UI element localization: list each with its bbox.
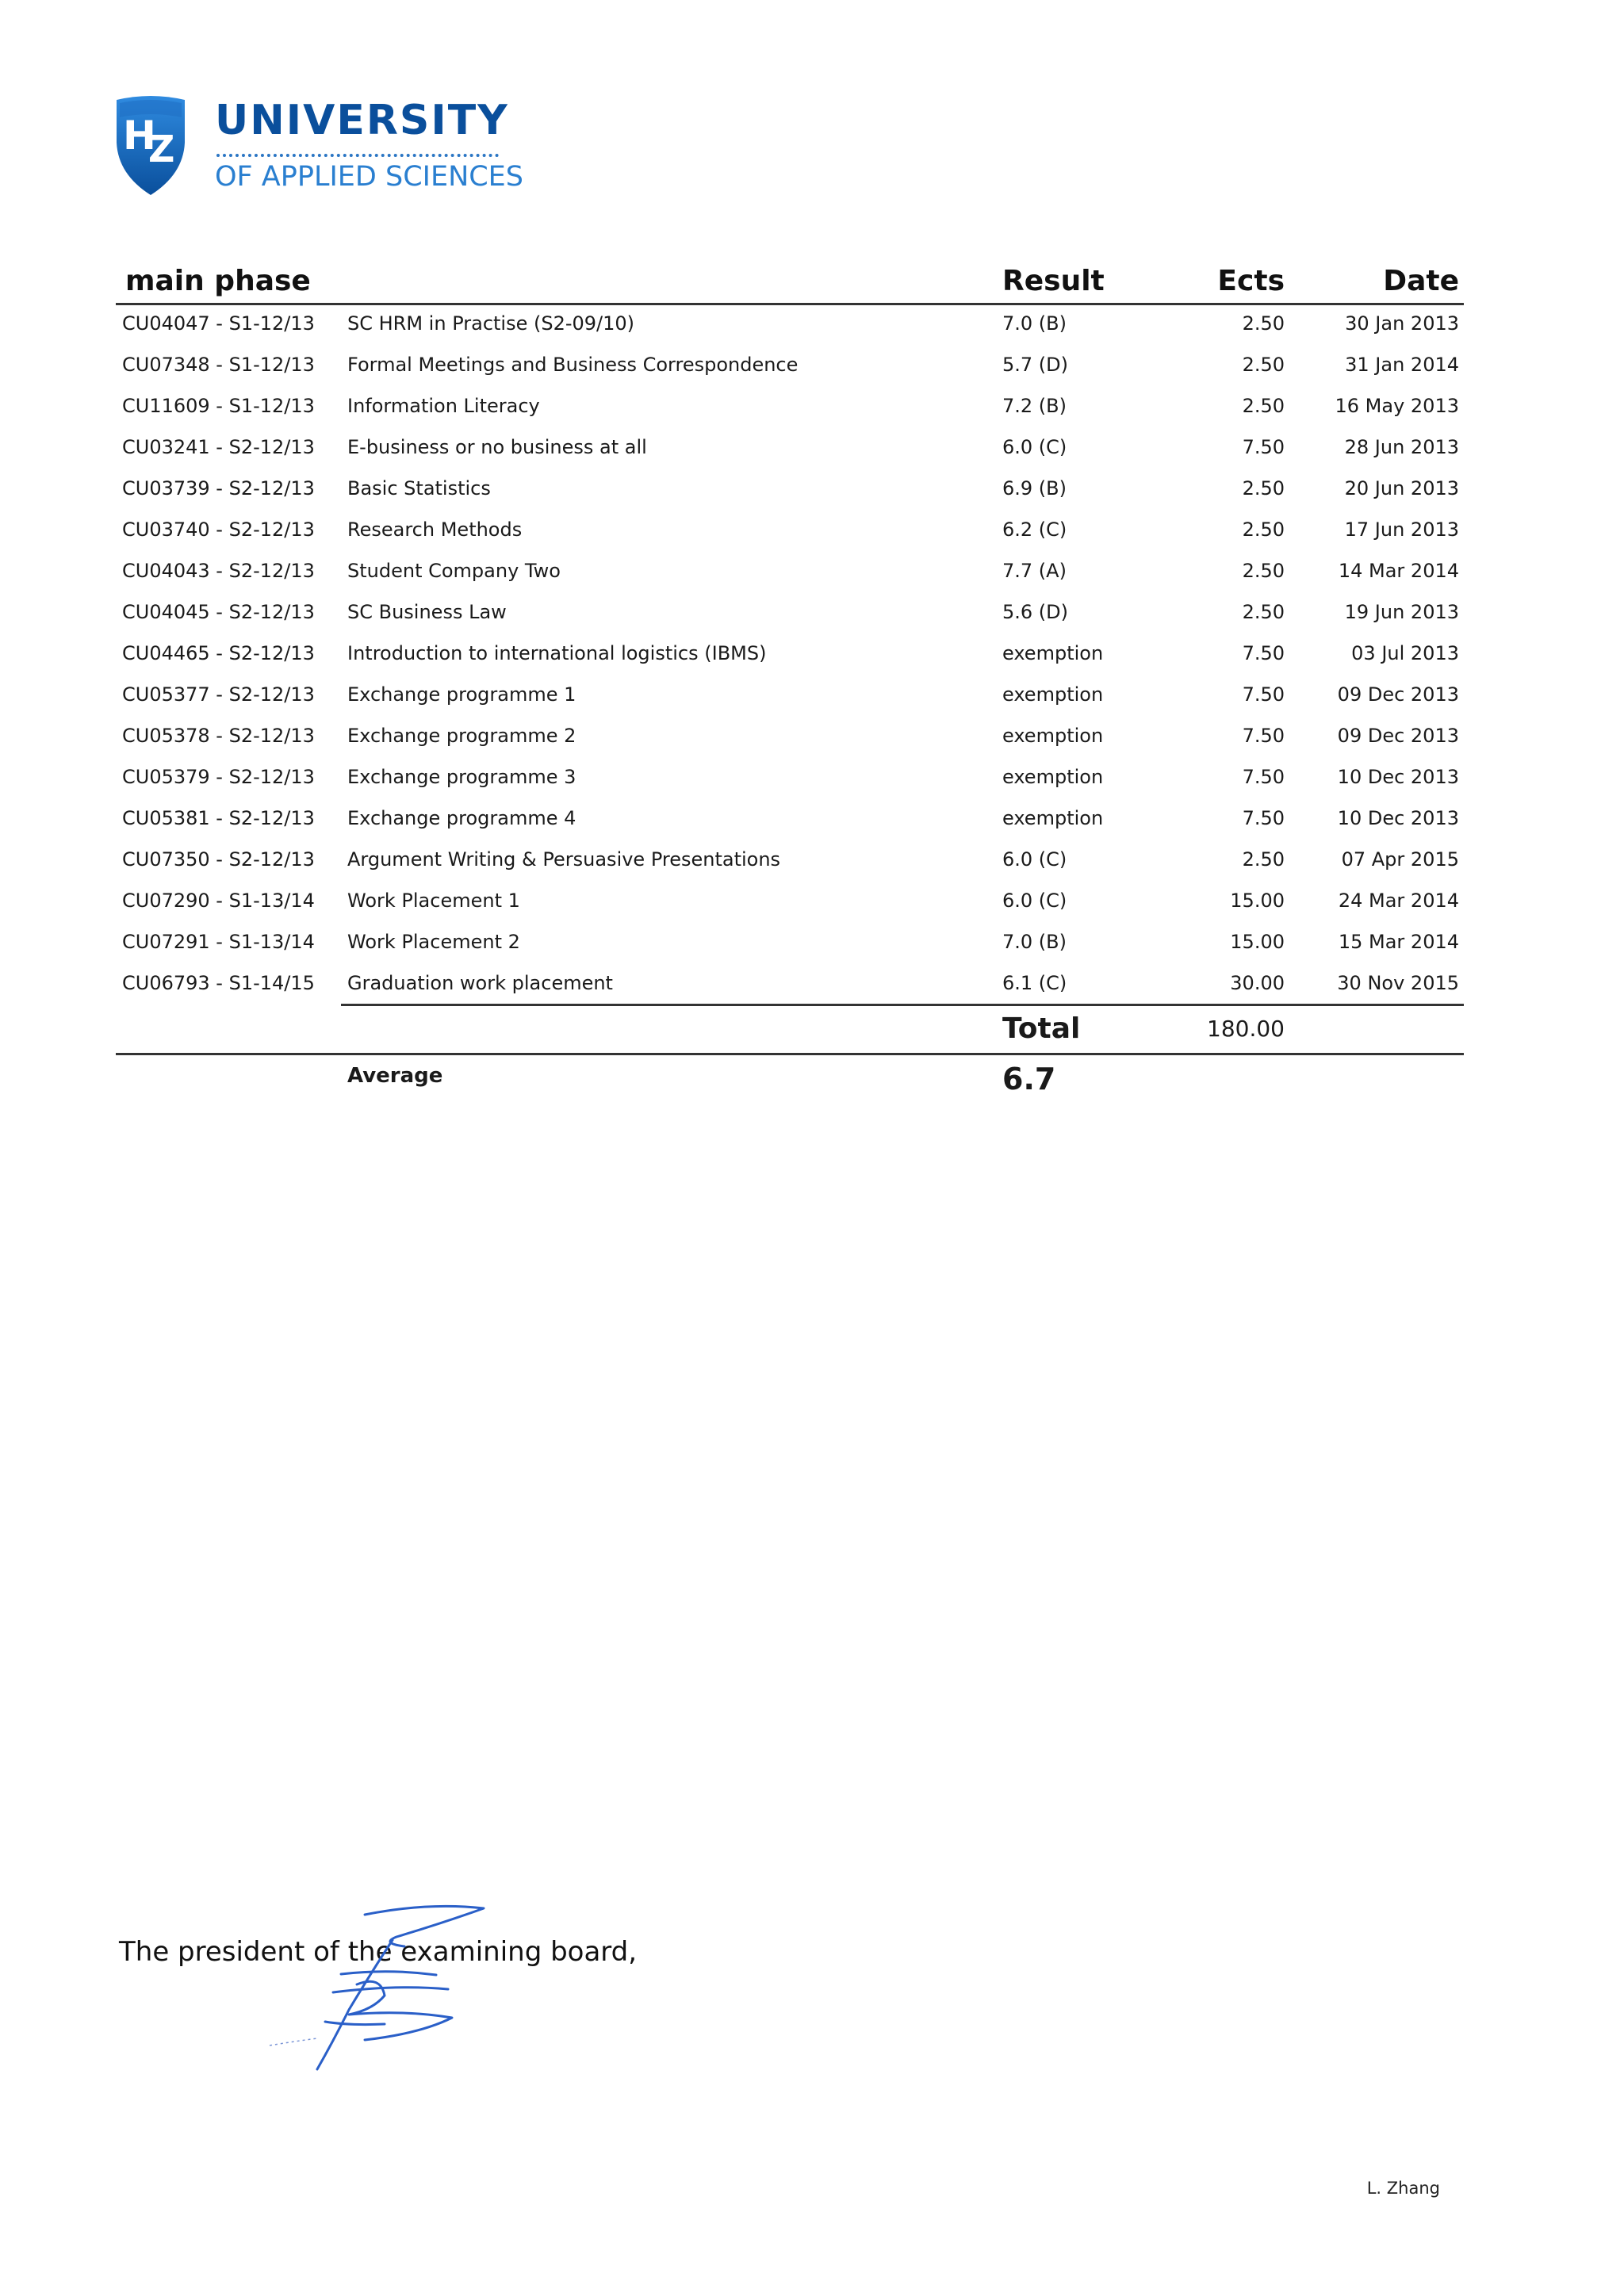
course-ects: 15.00	[1230, 890, 1285, 912]
course-date: 17 Jun 2013	[1344, 519, 1459, 541]
table-row	[116, 921, 1464, 962]
header-date: Date	[1383, 265, 1459, 297]
table-rows	[116, 303, 1464, 1004]
table-row	[116, 674, 1464, 715]
course-ects: 2.50	[1242, 354, 1285, 376]
table-row	[116, 468, 1464, 509]
course-name: Student Company Two	[347, 560, 561, 582]
course-ects: 7.50	[1242, 436, 1285, 458]
course-date: 03 Jul 2013	[1351, 642, 1459, 664]
course-date: 10 Dec 2013	[1337, 766, 1459, 788]
course-date: 30 Nov 2015	[1337, 972, 1459, 994]
table-row	[116, 715, 1464, 756]
course-result: 7.7 (A)	[1002, 560, 1067, 582]
course-result: 5.7 (D)	[1002, 354, 1069, 376]
course-ects: 7.50	[1242, 683, 1285, 706]
course-name: SC Business Law	[347, 601, 507, 623]
logo-university-text: UNIVERSITY	[215, 97, 509, 144]
course-ects: 15.00	[1230, 931, 1285, 953]
course-code: CU07350 - S2-12/13	[122, 848, 315, 871]
course-code: CU05381 - S2-12/13	[122, 807, 315, 829]
course-date: 31 Jan 2014	[1345, 354, 1459, 376]
course-date: 30 Jan 2013	[1345, 312, 1459, 335]
course-name: E-business or no business at all	[347, 436, 647, 458]
table-row	[116, 880, 1464, 921]
course-ects: 7.50	[1242, 725, 1285, 747]
table-row	[116, 303, 1464, 344]
course-code: CU11609 - S1-12/13	[122, 395, 315, 417]
course-name: Exchange programme 2	[347, 725, 576, 747]
course-ects: 7.50	[1242, 807, 1285, 829]
course-date: 20 Jun 2013	[1344, 477, 1459, 499]
course-name: Research Methods	[347, 519, 523, 541]
course-date: 10 Dec 2013	[1337, 807, 1459, 829]
course-date: 24 Mar 2014	[1338, 890, 1459, 912]
course-code: CU07290 - S1-13/14	[122, 890, 315, 912]
course-date: 09 Dec 2013	[1337, 683, 1459, 706]
header-main-phase: main phase	[125, 265, 311, 297]
course-date: 14 Mar 2014	[1338, 560, 1459, 582]
course-date: 07 Apr 2015	[1341, 848, 1459, 871]
course-name: Argument Writing & Persuasive Presentations	[347, 848, 781, 871]
course-result: 6.1 (C)	[1002, 972, 1067, 994]
course-ects: 2.50	[1242, 477, 1285, 499]
course-result: exemption	[1002, 766, 1104, 788]
university-logo	[112, 94, 524, 205]
course-code: CU04047 - S1-12/13	[122, 312, 315, 335]
course-name: Graduation work placement	[347, 972, 613, 994]
course-result: 5.6 (D)	[1002, 601, 1069, 623]
course-code: CU04043 - S2-12/13	[122, 560, 315, 582]
course-ects: 2.50	[1242, 560, 1285, 582]
course-date: 09 Dec 2013	[1337, 725, 1459, 747]
course-result: exemption	[1002, 683, 1104, 706]
course-ects: 7.50	[1242, 766, 1285, 788]
course-ects: 30.00	[1230, 972, 1285, 994]
course-result: 7.0 (B)	[1002, 312, 1067, 335]
table-row	[116, 756, 1464, 798]
course-result: 6.0 (C)	[1002, 848, 1067, 871]
course-name: Exchange programme 1	[347, 683, 576, 706]
course-name: Work Placement 1	[347, 890, 520, 912]
subtotal-divider	[341, 1004, 1464, 1006]
table-row	[116, 427, 1464, 468]
handwritten-signature	[246, 1899, 508, 2081]
course-code: CU04465 - S2-12/13	[122, 642, 315, 664]
course-code: CU06793 - S1-14/15	[122, 972, 315, 994]
course-code: CU05378 - S2-12/13	[122, 725, 315, 747]
course-result: exemption	[1002, 725, 1104, 747]
course-name: SC HRM in Practise (S2-09/10)	[347, 312, 635, 335]
course-ects: 2.50	[1242, 601, 1285, 623]
course-name: Exchange programme 3	[347, 766, 576, 788]
course-code: CU03739 - S2-12/13	[122, 477, 315, 499]
logo-dotted-divider	[216, 154, 499, 157]
table-row	[116, 839, 1464, 880]
course-result: 7.2 (B)	[1002, 395, 1067, 417]
total-label: Total	[1002, 1012, 1081, 1045]
course-ects: 2.50	[1242, 848, 1285, 871]
course-name: Introduction to international logistics (IBMS)	[347, 642, 767, 664]
total-ects-value: 180.00	[1207, 1016, 1285, 1042]
course-date: 16 May 2013	[1335, 395, 1459, 417]
course-date: 15 Mar 2014	[1338, 931, 1459, 953]
table-row	[116, 591, 1464, 633]
course-result: 6.9 (B)	[1002, 477, 1067, 499]
table-row	[116, 798, 1464, 839]
course-ects: 7.50	[1242, 642, 1285, 664]
course-ects: 2.50	[1242, 312, 1285, 335]
course-code: CU05379 - S2-12/13	[122, 766, 315, 788]
course-code: CU07348 - S1-12/13	[122, 354, 315, 376]
header-ects: Ects	[1217, 265, 1285, 297]
course-name: Work Placement 2	[347, 931, 520, 953]
table-row	[116, 344, 1464, 385]
table-row	[116, 633, 1464, 674]
course-date: 28 Jun 2013	[1344, 436, 1459, 458]
course-name: Exchange programme 4	[347, 807, 576, 829]
course-code: CU05377 - S2-12/13	[122, 683, 315, 706]
total-divider	[116, 1053, 1464, 1055]
signatory-name: L. Zhang	[1366, 2179, 1440, 2198]
course-ects: 2.50	[1242, 395, 1285, 417]
course-ects: 2.50	[1242, 519, 1285, 541]
table-row	[116, 550, 1464, 591]
course-code: CU04045 - S2-12/13	[122, 601, 315, 623]
course-result: 7.0 (B)	[1002, 931, 1067, 953]
course-result: 6.2 (C)	[1002, 519, 1067, 541]
course-result: exemption	[1002, 807, 1104, 829]
course-code: CU07291 - S1-13/14	[122, 931, 315, 953]
course-code: CU03740 - S2-12/13	[122, 519, 315, 541]
course-name: Basic Statistics	[347, 477, 491, 499]
table-row	[116, 962, 1464, 1004]
average-label: Average	[347, 1064, 443, 1088]
hz-shield-icon	[112, 94, 190, 197]
average-value: 6.7	[1002, 1062, 1056, 1096]
header-result: Result	[1002, 265, 1105, 297]
table-row	[116, 385, 1464, 427]
svg-text:H: H	[123, 113, 156, 159]
svg-text:Z: Z	[148, 128, 175, 170]
course-code: CU03241 - S2-12/13	[122, 436, 315, 458]
course-result: 6.0 (C)	[1002, 890, 1067, 912]
course-name: Information Literacy	[347, 395, 540, 417]
signature-caption: The president of the examining board,	[119, 1936, 638, 1968]
logo-applied-sciences-text: OF APPLIED SCIENCES	[215, 161, 524, 193]
course-result: exemption	[1002, 642, 1104, 664]
table-row	[116, 509, 1464, 550]
course-name: Formal Meetings and Business Correspondence	[347, 354, 799, 376]
course-date: 19 Jun 2013	[1344, 601, 1459, 623]
course-result: 6.0 (C)	[1002, 436, 1067, 458]
